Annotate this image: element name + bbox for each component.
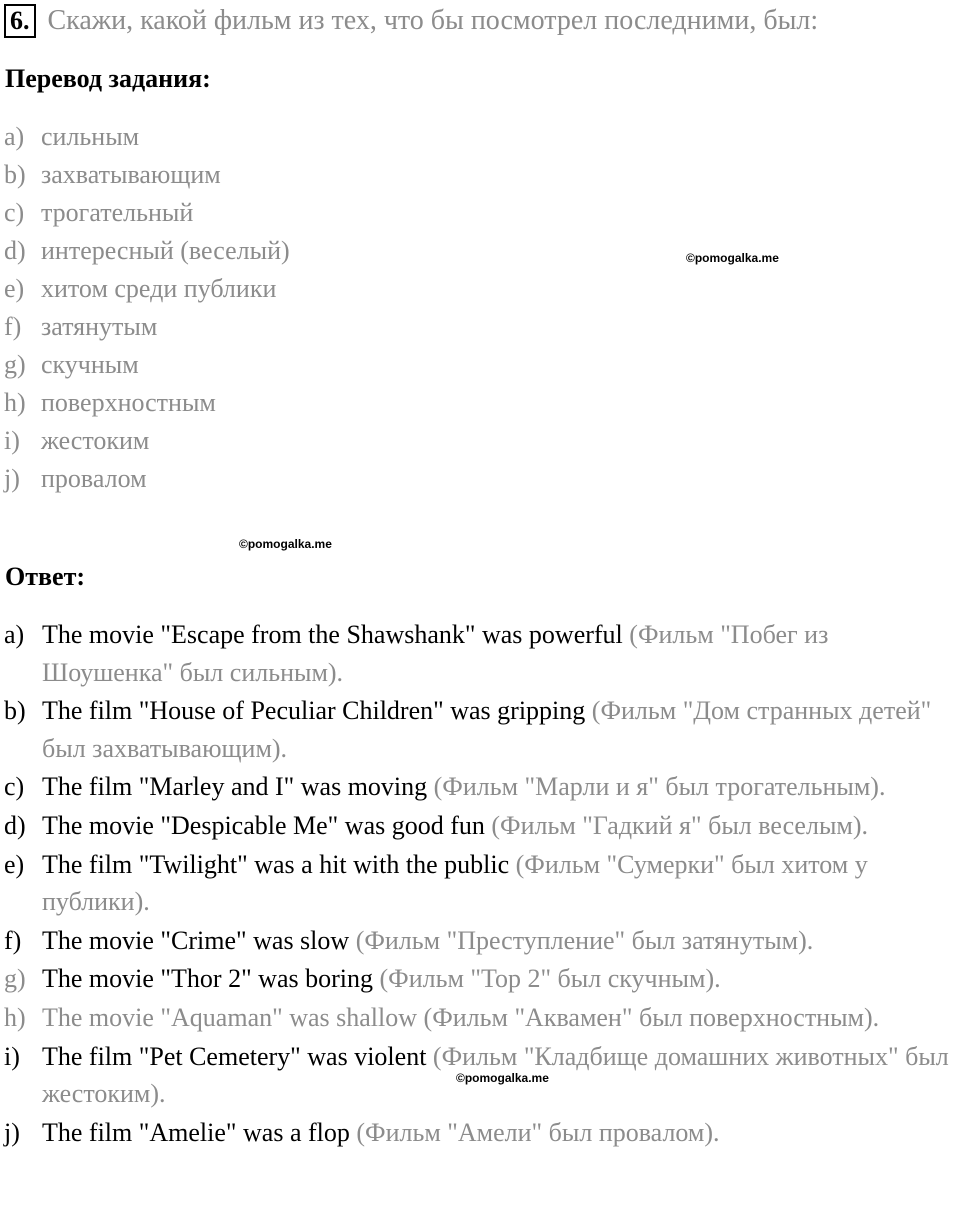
translation-item [4,270,290,308]
item-letter: e) [4,849,25,879]
answer-item [4,768,960,806]
translation-item [4,194,290,232]
answer-english: The film "Twilight" was a hit with the public [42,849,510,879]
answer-translation: (Фильм "Дом странных детей" был захватывающим). [42,696,932,763]
item-text: затянутым [41,312,158,341]
translation-heading: Перевод задания: [5,64,211,93]
answer-item [4,846,960,921]
answer-translation: (Фильм "Гадкий я" был веселым). [491,810,869,840]
item-text: жестоким [41,426,150,455]
translation-item [4,156,290,194]
answer-item [4,616,960,691]
answer-translation: (Фильм "Амели" был провалом). [356,1117,720,1147]
item-letter: a) [4,122,25,151]
item-letter: a) [4,620,25,649]
item-text: сильным [41,122,140,151]
translation-item [4,384,290,422]
translation-item [4,118,290,156]
answer-translation: (Фильм "Кладбище домашних животных" был жестоким). [42,1041,949,1109]
item-text: поверхностным [41,388,216,417]
item-text: трогательный [41,198,194,227]
item-letter: h) [4,388,26,417]
task-text: Скажи, какой фильм из тех, что бы посмотрел последними, был: [47,5,819,36]
item-letter: c) [4,772,25,802]
answer-english: The movie "Crime" was slow [42,925,350,955]
item-text: захватывающим [41,160,221,189]
answer-english: The movie "Despicable Me" was good fun [42,810,485,840]
answer-item [4,922,960,960]
answer-translation: (Фильм "Сумерки" был хитом у публики). [42,849,868,917]
answer-heading: Ответ: [5,562,86,591]
answer-english: The movie "Thor 2" was boring [42,964,373,994]
watermark: ©pomogalka.me [239,537,332,551]
answer-english: The movie "Escape from the Shawshank" was powerful [42,620,623,649]
answer-translation: (Фильм "Аквамен" был поверхностным). [423,1002,880,1032]
item-letter: j) [4,1117,20,1147]
answer-item [4,999,960,1037]
watermark: ©pomogalka.me [456,1071,549,1085]
answer-english: The film "Pet Cemetery" was violent [42,1041,427,1071]
translation-item [4,460,290,498]
item-letter: g) [4,964,26,994]
answer-translation: (Фильм "Побег из Шоушенка" был сильным). [42,620,829,687]
item-text: интересный (веселый) [41,236,290,265]
item-letter: e) [4,274,25,303]
item-letter: c) [4,198,25,227]
answer-english: The movie "Aquaman" was shallow [42,1002,418,1032]
answer-item [4,960,960,998]
translation-item [4,422,290,460]
answer-item [4,1114,960,1152]
translation-item [4,308,290,346]
item-text: провалом [41,464,147,493]
answer-item [4,692,960,767]
translation-item [4,346,290,384]
item-letter: b) [4,160,26,189]
answer-translation: (Фильм "Тор 2" был скучным). [379,964,721,994]
item-letter: f) [4,925,22,955]
item-letter: g) [4,350,26,379]
answer-translation: (Фильм "Преступление" был затянутым). [355,925,814,955]
answer-english: The film "House of Peculiar Children" was gripping [42,696,586,726]
item-text: хитом среди публики [41,274,277,303]
translation-list [4,118,290,498]
answer-item [4,807,960,845]
answer-english: The film "Amelie" was a flop [42,1117,350,1147]
item-letter: f) [4,312,22,341]
translation-item [4,232,290,270]
answer-translation: (Фильм "Марли и я" был трогательным). [433,772,886,802]
item-letter: i) [4,426,20,455]
item-letter: d) [4,236,26,265]
task-header [4,3,818,39]
item-letter: i) [4,1041,20,1071]
watermark: ©pomogalka.me [686,251,779,265]
answer-english: The film "Marley and I" was moving [42,772,428,802]
item-letter: h) [4,1002,26,1032]
task-number-badge: 6. [4,4,36,38]
item-letter: d) [4,810,26,840]
item-letter: j) [4,464,20,493]
item-letter: b) [4,696,26,726]
item-text: скучным [41,350,139,379]
